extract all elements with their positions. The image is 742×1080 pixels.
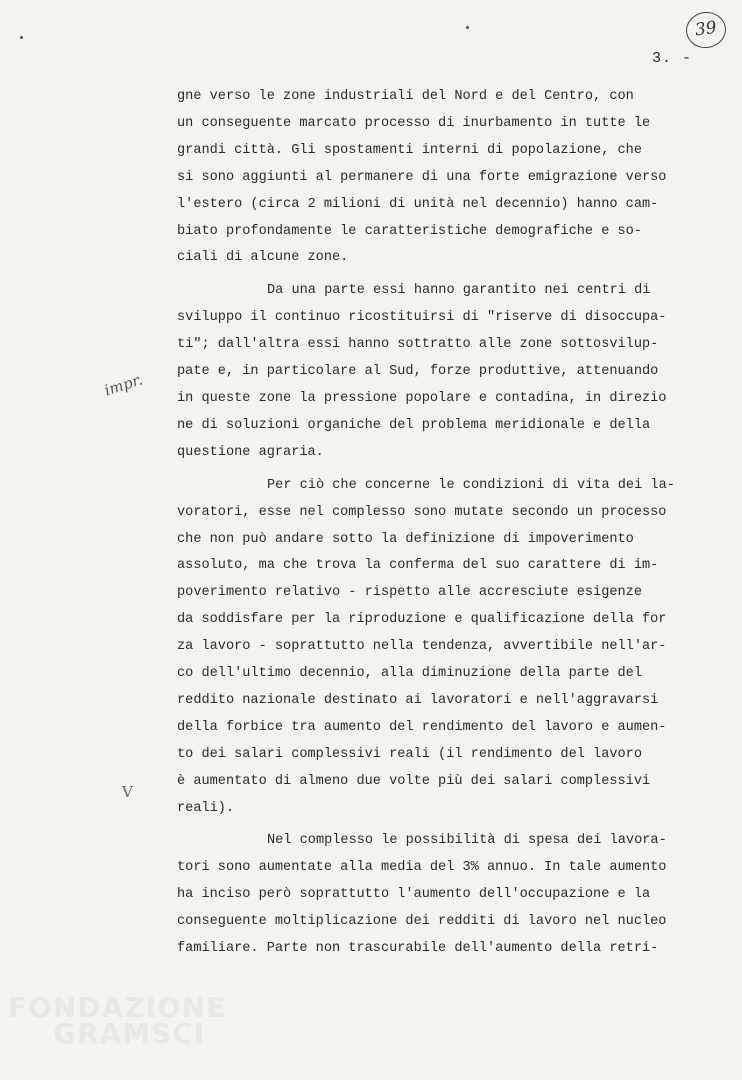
text-line: che non può andare sotto la definizione di impoverimento — [177, 531, 634, 547]
text-line: da soddisfare per la riproduzione e qualificazione della for — [177, 612, 667, 628]
watermark-line: GRAMSCI — [53, 1017, 206, 1050]
text-line: grandi città. Gli spostamenti interni di popolazione, che — [177, 142, 642, 158]
paragraph-3 — [177, 473, 709, 823]
text-line: conseguente moltiplicazione dei redditi di lavoro nel nucleo — [177, 914, 667, 930]
text-line: co dell'ultimo decennio, alla diminuzione della parte del — [177, 666, 642, 682]
text-line: in queste zone la pressione popolare e contadina, in direzio — [177, 390, 667, 406]
text-line: reddito nazionale destinato ai lavoratori e nell'aggravarsi — [177, 692, 659, 708]
paper-speck — [20, 36, 23, 39]
paragraph-4 — [177, 828, 709, 963]
fondazione-gramsci-watermark — [8, 991, 227, 1050]
text-line: un conseguente marcato processo di inurbamento in tutte le — [177, 115, 651, 131]
text-line: ha inciso però soprattutto l'aumento dell'occupazione e la — [177, 887, 651, 903]
text-line: pate e, in particolare al Sud, forze produttive, attenuando — [177, 364, 659, 380]
text-line: tori sono aumentate alla media del 3% annuo. In tale aumento — [177, 860, 667, 876]
text-line: si sono aggiunti al permanere di una forte emigrazione verso — [177, 169, 667, 185]
text-line: to dei salari complessivi reali (il rendimento del lavoro — [177, 746, 642, 762]
text-line: familiare. Parte non trascurabile dell'aumento della retri- — [177, 941, 659, 957]
text-line: biato profondamente le caratteristiche demografiche e so- — [177, 223, 642, 239]
paragraph-1 — [177, 84, 709, 272]
text-line: sviluppo il continuo ricostituirsi di "riserve di disoccupa- — [177, 310, 667, 326]
paragraph-2 — [177, 278, 709, 466]
text-line: ne di soluzioni organiche del problema meridionale e della — [177, 417, 651, 433]
text-line: Nel complesso le possibilità di spesa dei lavora- — [267, 833, 667, 849]
text-line: Per ciò che concerne le condizioni di vita dei la- — [267, 477, 675, 493]
page-number: 3. - — [652, 50, 693, 67]
text-line: Da una parte essi hanno garantito nei centri di — [267, 283, 651, 299]
text-line: ti"; dall'altra essi hanno sottratto alle zone sottosvilup- — [177, 337, 659, 353]
text-line: reali). — [177, 800, 235, 816]
typed-body-text — [177, 84, 709, 963]
watermark-line: FONDAZIONE — [8, 991, 227, 1024]
text-line: ciali di alcune zone. — [177, 250, 349, 266]
text-line: poverimento relativo - rispetto alle accresciute esigenze — [177, 585, 642, 601]
text-line: gne verso le zone industriali del Nord e del Centro, con — [177, 89, 634, 104]
paper-speck — [466, 26, 469, 29]
archive-page-number: 39 — [684, 9, 729, 50]
text-line: è aumentato di almeno due volte più dei salari complessivi — [177, 773, 651, 789]
text-line: assoluto, ma che trova la conferma del suo carattere di im- — [177, 558, 659, 574]
text-line: za lavoro - soprattutto nella tendenza, avvertibile nell'ar- — [177, 639, 667, 655]
handwritten-margin-note: impr. — [102, 370, 145, 400]
handwritten-check-mark: V — [122, 783, 133, 801]
text-line: voratori, esse nel complesso sono mutate secondo un processo — [177, 504, 667, 520]
text-line: l'estero (circa 2 milioni di unità nel decennio) hanno cam- — [177, 196, 659, 212]
text-line: della forbice tra aumento del rendimento del lavoro e aumen- — [177, 719, 667, 735]
text-line: questione agraria. — [177, 444, 324, 460]
